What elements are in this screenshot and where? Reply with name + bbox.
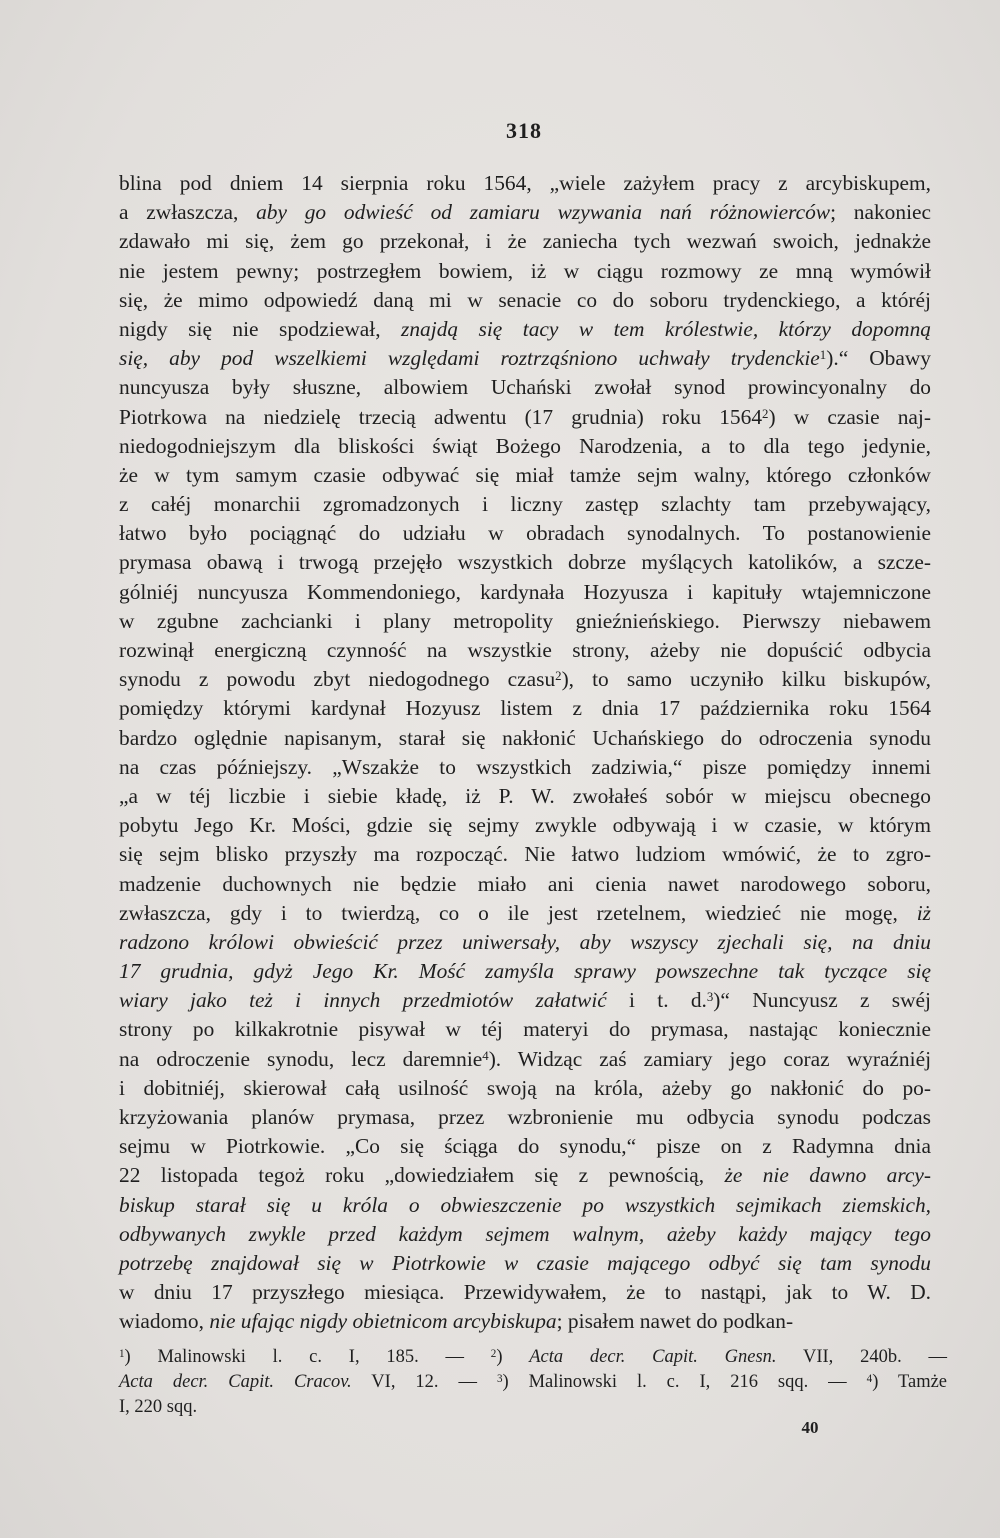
- text-line: [119, 315, 931, 344]
- text-line: [119, 1278, 931, 1307]
- italic-run: Acta decr. Capit. Gnesn.: [529, 1347, 777, 1367]
- footnote-line: [119, 1395, 947, 1420]
- text-line: [119, 636, 931, 665]
- footnotes: [119, 1345, 947, 1420]
- footnote-marker: 3: [496, 1373, 503, 1386]
- text-run: ; nakoniec: [830, 200, 931, 225]
- footnote-marker: 2: [555, 669, 562, 684]
- text-line: [119, 899, 931, 928]
- text-line: [119, 519, 931, 548]
- text-run: ).“ Obawy: [826, 346, 932, 371]
- text-line: [119, 665, 931, 694]
- text-run: VII, 240b. —: [776, 1347, 947, 1367]
- italic-run: odbywanych zwykle przed każdym sejmem walnym, ażeby każdy mający tego: [119, 1221, 931, 1246]
- text-run: blina pod dniem 14 sierpnia roku 1564, „wiele zażyłem pracy z arcybiskupem,: [119, 171, 931, 195]
- text-line: [119, 344, 931, 373]
- text-line: [119, 1015, 931, 1044]
- footnote-marker: 1: [819, 348, 827, 363]
- text-run: „a w téj liczbie i siebie kładę, iż P. W. zwołałeś sobór w miejscu obecnego: [119, 783, 931, 808]
- text-run: ) Malinowski l. c. I, 216 sqq. —: [502, 1372, 867, 1392]
- text-run: strony po kilkakrotnie pisywał w téj materyi do prymasa, nastając koniecznie: [119, 1017, 931, 1042]
- text-run: ; pisałem nawet do podkan-: [556, 1309, 794, 1334]
- text-line: [119, 1074, 931, 1103]
- text-run: nie jestem pewny; postrzegłem bowiem, iż w ciągu rozmowy ze mną wymówił: [119, 258, 931, 283]
- text-run: i dobitniéj, skierował całą usilność swoją na króla, ażeby go nakłonić do po-: [119, 1075, 931, 1100]
- text-run: w dniu 17 przyszłego miesiąca. Przewidywałem, że to nastąpi, jak to W. D.: [119, 1280, 931, 1305]
- footnote-marker: 4: [866, 1373, 873, 1386]
- text-line: [119, 227, 931, 256]
- italic-run: znajdą się tacy w tem królestwie, którzy dopomną: [401, 316, 931, 341]
- text-run: ). Widząc zaś zamiary jego coraz wyraźniéj: [488, 1046, 932, 1071]
- text-run: )“ Nuncyusz z swéj: [713, 988, 931, 1013]
- text-line: [119, 286, 931, 315]
- text-run: 22 listopada tegoż roku „dowiedziałem się z pewnością,: [119, 1163, 725, 1188]
- italic-run: radzono królowi obwieścić przez uniwersały, aby wszyscy zjechali się, na dniu: [119, 929, 931, 954]
- italic-run: że nie dawno arcy-: [724, 1163, 931, 1188]
- text-line: [119, 1045, 931, 1074]
- text-line: [119, 257, 931, 286]
- text-run: z całéj monarchii zgromadzonych i liczny zastęp szlachty tam przebywający,: [119, 492, 931, 517]
- text-run: synodu z powodu zbyt niedogodnego czasu: [119, 667, 556, 692]
- text-line: [119, 607, 931, 636]
- body-text: [119, 169, 931, 1337]
- italic-run: potrzebę znajdował się w Piotrkowie w czasie mającego odbyć się tam synodu: [119, 1250, 931, 1275]
- text-line: [119, 1191, 931, 1220]
- text-run: zwłaszcza, gdy i to twierdzą, co o ile jest rzetelnem, wiedzieć nie mogę,: [119, 900, 917, 925]
- text-run: ): [496, 1347, 530, 1367]
- text-run: w zgubne zachcianki i plany metropolity gnieźnieńskiego. Pierwszy niebawem: [119, 608, 931, 633]
- text-run: nuncyusza były słuszne, albowiem Uchański zwołał synod prowincyonalny do: [119, 375, 931, 400]
- text-run: I, 220 sqq.: [119, 1397, 198, 1417]
- text-line: [119, 694, 931, 723]
- text-run: zdawało mi się, żem go przekonał, i że zaniecha tych wezwań swoich, jednakże: [119, 229, 931, 254]
- text-run: ), to samo uczyniło kilku biskupów,: [561, 667, 931, 692]
- text-run: rozwinął energiczną czynność na wszystkie strony, ażeby nie dopuścić odbycia: [119, 638, 931, 662]
- text-line: [119, 811, 931, 840]
- text-run: i t. d.: [606, 988, 707, 1013]
- footnote-marker: 3: [706, 990, 714, 1005]
- text-run: sejmu w Piotrkowie. „Co się ściąga do synodu,“ pisze on z Radymna dnia: [119, 1134, 931, 1159]
- text-line: [119, 840, 931, 869]
- text-run: się, że mimo odpowiedź daną mi w senacie co do soboru trydenckiego, a któréj: [119, 287, 931, 312]
- text-run: bardzo oględnie napisanym, starał się nakłonić Uchańskiego do odroczenia synodu: [119, 725, 931, 750]
- text-line: [119, 724, 931, 753]
- text-line: [119, 461, 931, 490]
- italic-run: nie ufając nigdy obietnicom arcybiskupa: [209, 1309, 557, 1334]
- text-line: [119, 1249, 931, 1278]
- italic-run: się, aby pod wszelkiemi względami roztrząśniono uchwały trydenckie: [119, 346, 820, 371]
- footnote-marker: 1: [119, 1348, 125, 1361]
- text-line: [119, 1161, 931, 1190]
- italic-run: Acta decr. Capit. Cracov.: [119, 1372, 352, 1392]
- text-run: że w tym samym czasie odbywać się miał tamże sejm walny, którego członków: [119, 462, 931, 487]
- text-line: [119, 782, 931, 811]
- text-line: [119, 548, 931, 577]
- text-run: się sejm blisko przyszły ma rozpocząć. Nie łatwo ludziom wmówić, że to zgro-: [119, 842, 931, 867]
- italic-run: biskup starał się u króla o obwieszczenie po wszystkich sejmikach ziemskich,: [119, 1192, 931, 1217]
- text-run: a zwłaszcza,: [119, 200, 257, 225]
- text-line: [119, 403, 931, 432]
- text-line: [119, 1307, 931, 1336]
- text-line: [119, 490, 931, 519]
- text-line: [119, 1220, 931, 1249]
- italic-run: wiary jako też i innych przedmiotów załatwić: [119, 988, 607, 1013]
- text-run: nigdy się nie spodziewał,: [119, 316, 402, 341]
- text-line: [119, 578, 931, 607]
- italic-run: iż: [916, 900, 931, 925]
- text-line: [119, 986, 931, 1015]
- text-run: krzyżowania planów prymasa, przez wzbronienie mu odbycia synodu podczas: [119, 1105, 931, 1129]
- text-line: [119, 1103, 931, 1132]
- footnote-line: [119, 1370, 947, 1395]
- text-run: Piotrkowa na niedzielę trzecią adwentu (17 grudnia) roku 1564: [119, 404, 763, 429]
- text-line: [119, 1132, 931, 1161]
- text-run: wiadomo,: [119, 1309, 210, 1334]
- text-line: [119, 753, 931, 782]
- text-line: [119, 373, 931, 402]
- text-line: [119, 198, 931, 227]
- text-run: ) w czasie naj-: [768, 404, 931, 429]
- text-line: [119, 432, 931, 461]
- text-run: łatwo było pociągnąć do udziału w obradach synodalnych. To postanowienie: [119, 521, 931, 546]
- text-run: na odroczenie synodu, lecz daremnie: [119, 1046, 483, 1071]
- text-run: na czas późniejszy. „Wszakże to wszystkich zadziwia,“ pisze pomiędzy innemi: [119, 754, 931, 779]
- footnote-marker: 4: [482, 1048, 489, 1063]
- page-number: 318: [506, 118, 542, 143]
- text-run: niedogodniejszym dla bliskości świąt Bożego Narodzenia, a to dla tego jedynie,: [119, 433, 931, 458]
- text-run: gólniéj nuncyusza Kommendoniego, kardynała Hozyusza i kapituły wtajemniczone: [119, 579, 931, 604]
- text-run: madzenie duchownych nie będzie miało ani cienia nawet narodowego soboru,: [119, 871, 931, 896]
- text-run: ) Malinowski l. c. I, 185. —: [124, 1347, 491, 1367]
- italic-run: 17 grudnia, gdyż Jego Kr. Mość zamyśla sprawy powszechne tak tyczące się: [119, 959, 931, 984]
- text-line: [119, 870, 931, 899]
- text-line: [119, 928, 931, 957]
- printer-signature-mark: 40: [801, 1418, 819, 1437]
- text-line: [119, 957, 931, 986]
- footnote-marker: 2: [490, 1348, 497, 1361]
- text-line: [119, 169, 931, 198]
- italic-run: aby go odwieść od zamiaru wzywania nań różnowierców: [256, 200, 831, 225]
- text-run: ) Tamże: [872, 1372, 948, 1392]
- text-run: prymasa obawą i trwogą przejęło wszystkich dobrze myślących katolików, a szcze-: [119, 550, 931, 575]
- text-run: pomiędzy którymi kardynał Hozyusz listem z dnia 17 października roku 1564: [119, 696, 931, 721]
- text-run: pobytu Jego Kr. Mości, gdzie się sejmy zwykle odbywają i w czasie, w którym: [119, 813, 931, 838]
- footnote-line: [119, 1345, 947, 1370]
- footnote-marker: 2: [762, 406, 769, 421]
- text-run: VI, 12. —: [351, 1372, 497, 1392]
